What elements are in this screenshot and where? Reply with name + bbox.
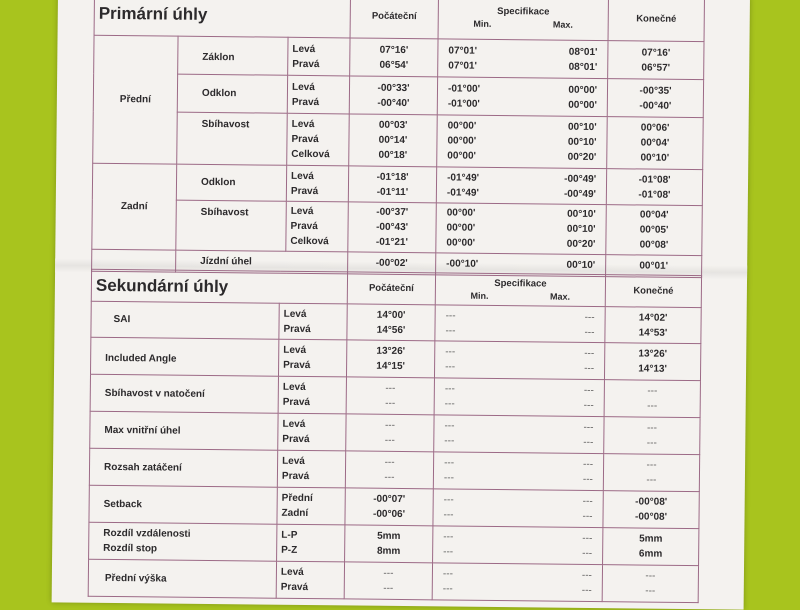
- spec-values: --- --- --- ---: [432, 563, 602, 602]
- start-value: -00°02': [348, 252, 436, 275]
- row-name: Záklon: [178, 36, 288, 75]
- table-row: [90, 374, 700, 417]
- table-row: [89, 448, 699, 491]
- side-labels: Levá Pravá: [278, 413, 346, 451]
- spec-values: -01°49' -00°49' -01°49' -00°49': [436, 167, 606, 205]
- side-labels: Levá Pravá: [277, 450, 345, 488]
- header-min: Min.: [473, 18, 492, 29]
- end-values: --- ---: [603, 454, 699, 492]
- rear-group-label: Zadní: [92, 163, 177, 250]
- side-labels: Levá Pravá: [288, 37, 350, 76]
- row-name: SAI: [91, 301, 279, 339]
- side-labels: Levá Pravá: [279, 303, 347, 340]
- start-values: 07°16' 06°54': [350, 38, 438, 77]
- spec-values: --- --- --- ---: [434, 341, 604, 380]
- spec-values: --- --- --- ---: [433, 452, 603, 491]
- spec-values: --- --- --- ---: [435, 305, 605, 343]
- side-labels: Levá Pravá Celková: [287, 113, 350, 166]
- header-start: Počáteční: [347, 272, 435, 305]
- row-name: Included Angle: [91, 337, 279, 376]
- side-labels: Levá Pravá: [286, 165, 348, 202]
- row-name: Jízdní úhel: [176, 250, 348, 274]
- row-name: Max vnitřní úhel: [90, 411, 278, 450]
- row-name: Rozsah zatáčení: [89, 448, 277, 487]
- start-values: --- ---: [346, 377, 434, 415]
- side-labels: L-P P-Z: [277, 524, 345, 562]
- row-name: Sbíhavost v natočení: [90, 374, 278, 413]
- row-name: Odklon: [177, 74, 287, 113]
- side-labels: Přední Zadní: [277, 487, 345, 525]
- start-values: 5mm 8mm: [345, 525, 433, 563]
- row-name: Sbíhavost: [177, 112, 288, 165]
- spec-values: 07°01' 08°01' 07°01' 08°01': [438, 39, 608, 79]
- header-end: Konečné: [608, 0, 704, 42]
- table-row: [91, 337, 701, 380]
- spec-values: 00°00' 00°10' 00°00' 00°10' 00°00' 00°20': [436, 203, 607, 255]
- start-values: --- ---: [344, 562, 432, 600]
- end-values: 00°06' 00°04' 00°10': [607, 117, 704, 170]
- end-values: -01°08' -01°08': [606, 169, 702, 206]
- start-values: -01°18' -01°11': [348, 166, 436, 203]
- end-values: 14°02' 14°53': [605, 307, 701, 344]
- end-values: --- ---: [602, 565, 698, 603]
- start-values: 13°26' 14°15': [346, 340, 434, 378]
- primary-angles-table: [91, 0, 705, 278]
- row-name: Sbíhavost: [176, 200, 287, 251]
- row-name: Rozdíl vzdálenosti Rozdíl stop: [89, 522, 277, 561]
- spec-values: --- --- --- ---: [434, 415, 604, 454]
- row-name: Přední výška: [88, 559, 276, 598]
- end-values: 07°16' 06°57': [608, 41, 704, 80]
- header-end: Konečné: [605, 275, 701, 308]
- row-name: Setback: [89, 485, 277, 524]
- spec-values: --- --- --- ---: [433, 526, 603, 565]
- table-row: [89, 522, 699, 565]
- header-start: Počáteční: [350, 0, 438, 39]
- side-labels: Levá Pravá: [278, 339, 346, 377]
- side-labels: Levá Pravá: [287, 75, 349, 114]
- primary-angles-title: Primární úhly: [94, 0, 350, 38]
- end-values: -00°35' -00°40': [607, 79, 703, 118]
- side-labels: Levá Pravá Celková: [286, 201, 349, 252]
- front-group-label: Přední: [93, 35, 178, 164]
- header-max: Max.: [552, 19, 574, 30]
- side-labels: Levá Pravá: [278, 376, 346, 414]
- table-row: [89, 485, 699, 528]
- end-value: 00°01': [606, 255, 702, 278]
- table-row: [88, 559, 698, 602]
- end-values: 00°04' 00°05' 00°08': [606, 205, 703, 256]
- header-spec: Specifikace Min. Max.: [435, 273, 605, 307]
- start-values: 00°03' 00°14' 00°18': [349, 114, 438, 167]
- spec-values: -00°10' 00°10': [436, 253, 606, 277]
- end-values: --- ---: [604, 380, 700, 418]
- header-max: Max.: [550, 291, 571, 302]
- end-values: 5mm 6mm: [603, 528, 699, 566]
- spec-values: --- --- --- ---: [434, 378, 604, 417]
- end-values: -00°08' -00°08': [603, 491, 699, 529]
- side-labels: Levá Pravá: [276, 561, 344, 599]
- start-values: --- ---: [346, 414, 434, 452]
- table-row: [90, 411, 700, 454]
- header-min: Min.: [470, 290, 489, 301]
- start-values: --- ---: [345, 451, 433, 489]
- start-values: 14°00' 14°56': [347, 304, 435, 341]
- spec-values: --- --- --- ---: [433, 489, 603, 528]
- secondary-angles-table: [88, 269, 702, 603]
- end-values: --- ---: [604, 417, 700, 455]
- alignment-report-sheet: [52, 0, 750, 610]
- start-values: -00°07' -00°06': [345, 488, 433, 526]
- spec-values: -01°00' 00°00' -01°00' 00°00': [437, 77, 607, 117]
- header-spec: Specifikace Min. Max.: [438, 0, 608, 41]
- start-values: -00°37' -00°43' -01°21': [348, 202, 437, 253]
- row-name: Odklon: [176, 164, 286, 201]
- start-values: -00°33' -00°40': [349, 76, 437, 115]
- spec-values: 00°00' 00°10' 00°00' 00°10' 00°00' 00°20': [437, 115, 608, 169]
- end-values: 13°26' 14°13': [604, 343, 700, 381]
- secondary-angles-title: Sekundární úhly: [91, 269, 347, 304]
